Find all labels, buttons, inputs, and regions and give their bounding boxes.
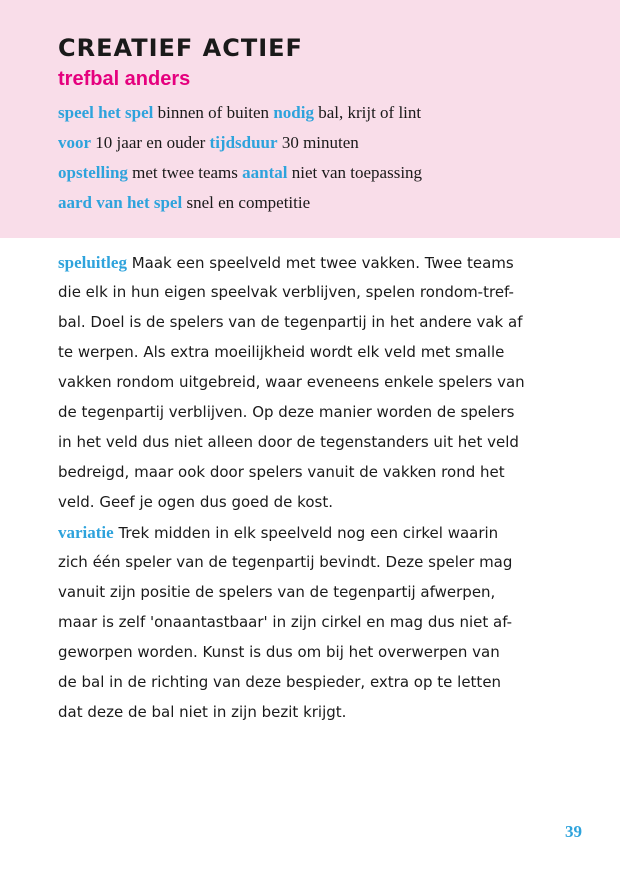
meta-key: voor: [58, 133, 92, 152]
body-line: zich één speler van de tegenpartij bevindt. Deze speler mag: [58, 553, 513, 571]
body-line: te werpen. Als extra moeilijkheid wordt elk veld met smalle: [58, 343, 505, 361]
meta-value: bal, krijt of lint: [313, 103, 422, 122]
meta-key: aantal: [242, 163, 288, 182]
meta-line-3: [58, 163, 422, 183]
meta-key: opstelling: [58, 163, 128, 182]
variatie-label: variatie: [58, 523, 114, 542]
meta-line-1: [58, 103, 421, 123]
meta-key: speel het spel: [58, 103, 154, 122]
game-title: trefbal anders: [58, 68, 191, 90]
meta-value: binnen of buiten: [153, 103, 274, 122]
body-line: [58, 523, 498, 543]
body-line-text: Maak een speelveld met twee vakken. Twee teams: [126, 254, 514, 272]
page-number: 39: [565, 822, 582, 841]
body-line: de bal in de richting van deze bespieder, extra op te letten: [58, 673, 502, 691]
body-line: geworpen worden. Kunst is dus om bij het overwerpen van: [58, 643, 500, 661]
body-line: bal. Doel is de spelers van de tegenpartij in het andere vak af: [58, 313, 523, 331]
body-line: [58, 253, 514, 273]
body-line-text: Trek midden in elk speelveld nog een cirkel waarin: [113, 524, 499, 542]
section-title: CREATIEF ACTIEF: [58, 34, 303, 62]
body-line: die elk in hun eigen speelvak verblijven, spelen rondom-tref-: [58, 283, 514, 301]
meta-line-4: [58, 193, 310, 213]
meta-line-2: [58, 133, 359, 153]
meta-key: tijdsduur: [209, 133, 278, 152]
meta-value: niet van toepassing: [287, 163, 423, 182]
meta-key: aard van het spel: [58, 193, 183, 212]
body-line: dat deze de bal niet in zijn bezit krijgt.: [58, 703, 347, 721]
meta-value: snel en competitie: [182, 193, 311, 212]
meta-key: nodig: [273, 103, 314, 122]
speluitleg-label: speluitleg: [58, 253, 127, 272]
body-line: in het veld dus niet alleen door de tegenstanders uit het veld: [58, 433, 519, 451]
meta-value: 10 jaar en ouder: [91, 133, 210, 152]
body-line: bedreigd, maar ook door spelers vanuit de vakken rond het: [58, 463, 505, 481]
meta-value: 30 minuten: [277, 133, 359, 152]
body-line: maar is zelf 'onaantastbaar' in zijn cirkel en mag dus niet af-: [58, 613, 513, 631]
body-line: de tegenpartij verblijven. Op deze manier worden de spelers: [58, 403, 515, 421]
body-line: veld. Geef je ogen dus goed de kost.: [58, 493, 333, 511]
body-line: vakken rondom uitgebreid, waar eveneens enkele spelers van: [58, 373, 525, 391]
body-line: vanuit zijn positie de spelers van de tegenpartij afwerpen,: [58, 583, 496, 601]
header-panel: [0, 0, 620, 238]
meta-value: met twee teams: [127, 163, 243, 182]
